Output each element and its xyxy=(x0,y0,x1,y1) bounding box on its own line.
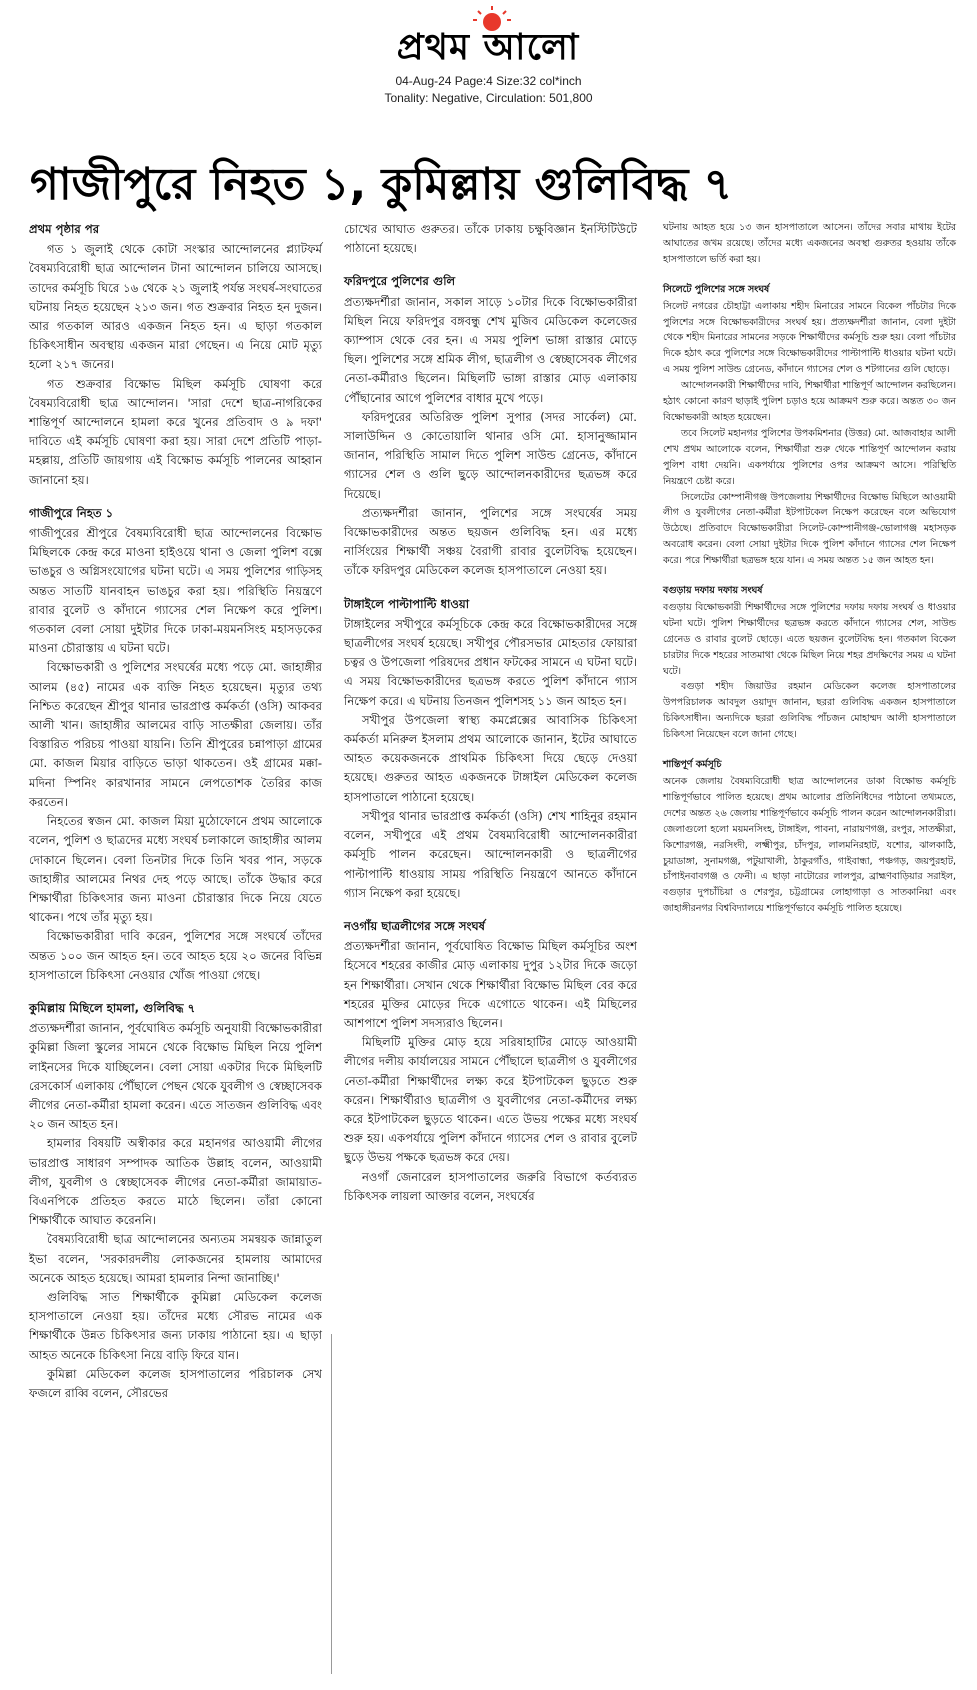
article-section-sylhet xyxy=(663,282,956,569)
paragraph: বিক্ষোভকারী ও পুলিশের সংঘর্ষের মধ্যে পড়ে মো. জাহাঙ্গীর আলম (৪৫) নামের এক ব্যক্তি নিহত হয়েছেন। মৃত্যুর তথ্য নিশ্চিত করেছেন শ্রীপুর থানার ভারপ্রাপ্ত কর্মকর্তা (ওসি) আকবর আলী খান। জাহাঙ্গীর আলমের বাড়ি সাতক্ষীরা জেলায়। তাঁর বিস্তারিত পরিচয় পাওয়া যায়নি। তিনি শ্রীপুরের চন্নাপাড়া গ্রামের মো. কাজল মিয়ার বাড়িতে ভাড়া থাকতেন। ওই গ্রামের মক্কা-মদিনা স্পিনিং কারখানার সামনে লেপতোশক তৈরির কাজ করতেন। xyxy=(29,660,322,809)
article-section-gazipur xyxy=(29,504,322,985)
logo-wordmark: প্রথম আলো xyxy=(396,26,580,68)
section-heading: গাজীপুরে নিহত ১ xyxy=(29,505,114,520)
column-divider xyxy=(331,1334,332,1674)
section-heading: নওগাঁয় ছাত্রলীগের সঙ্গে সংঘর্ষ xyxy=(344,918,486,933)
clipping-meta-tonality: Tonality: Negative, Circulation: 501,800 xyxy=(384,91,593,105)
section-heading: ফরিদপুরে পুলিশের গুলি xyxy=(344,274,456,289)
paragraph: প্রত্যক্ষদর্শীরা জানান, পূর্বঘোষিত কর্মসূচি অনুযায়ী বিক্ষোভকারীরা কুমিল্লা জিলা স্কুলের সামনে থেকে বিক্ষোভ মিছিল নিয়ে পুলিশ লাইনসের দিকে যাচ্ছিলেন। বেলা সোয়া একটার দিকে মিছিলটি রেসকোর্স এলাকায় পৌঁছালে পেছন থেকে যুবলীগ ও স্বেচ্ছাসেবক লীগের নেতা-কর্মীরা হামলা করেন। এতে সাতজন গুলিবিদ্ধ এবং ২০ জন আহত হন। xyxy=(29,1021,322,1132)
paragraph: আন্দোলনকারী শিক্ষার্থীদের দাবি, শিক্ষার্থীরা শান্তিপূর্ণ আন্দোলন করছিলেন। হঠাৎ কোনো কারণ ছাড়াই পুলিশ চড়াও হয়ে আক্রমণ শুরু করে। অন্তত ৩০ জন বিক্ষোভকারী আহত হয়েছেন। xyxy=(663,380,956,423)
article-section-peaceful xyxy=(663,757,956,917)
article-section-naogaon xyxy=(344,917,637,1206)
article-headline: গাজীপুরে নিহত ১, কুমিল্লায় গুলিবিদ্ধ ৭ xyxy=(30,159,733,210)
paragraph: প্রত্যক্ষদর্শীরা জানান, পুলিশের সঙ্গে সংঘর্ষের সময় বিক্ষোভকারীদের অন্তত ছয়জন গুলিবিদ্ধ হন। এর মধ্যে নার্সিংয়ের শিক্ষার্থী সঞ্চয় বৈরাগী রাবার বুলেটবিদ্ধ হয়েছেন। তাঁকে ফরিদপুর মেডিকেল কলেজ হাসপাতালে নেওয়া হয়। xyxy=(344,505,637,578)
paragraph: হামলার বিষয়টি অস্বীকার করে মহানগর আওয়ামী লীগের ভারপ্রাপ্ত সাধারণ সম্পাদক আতিক উল্লাহ বলেন, আওয়ামী লীগ, যুবলীগ ও স্বেচ্ছাসেবক লীগের নেতা-কর্মীরা জামায়াত-বিএনপিকে প্রতিহত করতে মাঠে ছিলেন। তাঁরা কোনো শিক্ষার্থীকে আঘাত করেননি। xyxy=(29,1136,322,1228)
paragraph: গাজীপুরের শ্রীপুরে বৈষম্যবিরোধী ছাত্র আন্দোলনের বিক্ষোভ মিছিলকে কেন্দ্র করে মাওনা হাইওয়ে থানা ও জেলা পুলিশ বক্সে ভাঙচুর ও অগ্নিসংযোগের ঘটনা ঘটে। এ সময় পুলিশের গাড়িসহ অন্তত সাতটি যানবাহন ভাঙচুর করা হয়। পরিস্থিতি নিয়ন্ত্রণে রাবার বুলেট ও কাঁদানে গ্যাসের শেল নিক্ষেপ করে পুলিশ। গতকাল বেলা সোয়া দুইটার দিকে ঢাকা-ময়মনসিংহ মহাসড়কের মাওনা চৌরাস্তায় এ ঘটনা ঘটে। xyxy=(29,526,322,656)
paragraph: বগুড়ায় বিক্ষোভকারী শিক্ষার্থীদের সঙ্গে পুলিশের দফায় দফায় সংঘর্ষ ও ধাওয়ার ঘটনা ঘটে। পুলিশ শিক্ষার্থীদের ছত্রভঙ্গ করতে কাঁদানে গ্যাসের শেল, সাউন্ড গ্রেনেড ও রাবার বুলেট ছোড়ে। এতে ছয়জন বুলেটবিদ্ধ হন। গতকাল বিকেল চারটার দিকে শহরের সাতমাথা থেকে মিছিল নিয়ে শহর প্রদক্ষিণের সময় এ ঘটনা ঘটে। xyxy=(663,601,956,677)
paragraph: গত ১ জুলাই থেকে কোটা সংস্কার আন্দোলনের প্ল্যাটফর্ম বৈষম্যবিরোধী ছাত্র আন্দোলন টানা আন্দোলন চালিয়ে আসছে। তাদের কর্মসূচি ঘিরে ১৬ থেকে ২১ জুলাই পর্যন্ত সংঘর্ষ-সংঘাতের ঘটনায় নিহত হয়েছেন ২১৩ জন। গত শুক্রবার নিহত হন দুজন। আর গতকাল আরও একজন নিহত হন। এ ছাড়া গতকাল চিকিৎসাধীন অবস্থায় একজন মারা গেছেন। এ নিয়ে মোট মৃত্যু হলো ২১৭ জনের। xyxy=(29,242,322,372)
kicker: প্রথম পৃষ্ঠার পর xyxy=(29,222,100,236)
paragraph: প্রত্যক্ষদর্শীরা জানান, সকাল সাড়ে ১০টার দিকে বিক্ষোভকারীরা মিছিল নিয়ে ফরিদপুর বঙ্গবন্ধু শেখ মুজিব মেডিকেল কলেজের ক্যাম্পাস থেকে বের হন। এ সময় পুলিশ ভাঙ্গা রাস্তার মোড়ে ছিল। পুলিশের সঙ্গে শ্রমিক লীগ, ছাত্রলীগ ও স্বেচ্ছাসেবক লীগের নেতা-কর্মীরাও ছিলেন। মিছিলটি ভাঙ্গা রাস্তার মোড় এলাকায় পৌঁছানোর আগে পুলিশের বাধার মুখে পড়ে। xyxy=(344,294,637,405)
clipping-meta-date: 04-Aug-24 Page:4 Size:32 col*inch xyxy=(395,74,582,88)
paragraph: ফরিদপুরের অতিরিক্ত পুলিশ সুপার (সদর সার্কেল) মো. সালাউদ্দিন ও কোতোয়ালি থানার ওসি মো. হাসানুজ্জামান জানান, পরিস্থিতি সামাল দিতে পুলিশ সাউন্ড গ্রেনেড, কাঁদানে গ্যাসের শেল ও গুলি ছুড়ে আন্দোলনকারীদের ছত্রভঙ্গ করে দিয়েছে। xyxy=(344,409,637,501)
section-heading: কুমিল্লায় মিছিলে হামলা, গুলিবিদ্ধ ৭ xyxy=(29,1000,196,1015)
paragraph: চোখের আঘাত গুরুতর। তাঁকে ঢাকায় চক্ষুবিজ্ঞান ইনস্টিটিউটে পাঠানো হয়েছে। xyxy=(344,222,637,256)
article-section-cumilla xyxy=(29,999,322,1403)
paragraph: সখীপুর থানার ভারপ্রাপ্ত কর্মকর্তা (ওসি) শেখ শাহিনুর রহমান বলেন, সখীপুরে এই প্রথম বৈষম্যবিরোধী আন্দোলনকারীরা কর্মসূচি পালন করেছেন। আন্দোলনকারী ও ছাত্রলীগের পাল্টাপাল্টি ধাওয়ায় সাময় পরিস্থিতি নিয়ন্ত্রণে আনতে কাঁদানে গ্যাস নিক্ষেপ করা হয়েছে। xyxy=(344,808,637,900)
section-heading: সিলেটে পুলিশের সঙ্গে সংঘর্ষ xyxy=(663,283,770,295)
paragraph: প্রত্যক্ষদর্শীরা জানান, পূর্বঘোষিত বিক্ষোভ মিছিল কর্মসূচির অংশ হিসেবে শহরের কাজীর মোড় এলাকায় দুপুর ১২টার দিকে জড়ো হন শিক্ষার্থীরা। সেখান থেকে শিক্ষার্থীরা বিক্ষোভ মিছিল বের করে শহরের মুক্তির মোড়ের দিকে এগোতে থাকেন। এই মিছিলের আশপাশে পুলিশ সদস্যরাও ছিলেন। xyxy=(344,939,637,1030)
newspaper-logo xyxy=(352,6,624,68)
article-column-3 xyxy=(663,220,956,920)
article-section-bogura xyxy=(663,583,956,743)
paragraph: কুমিল্লা মেডিকেল কলেজ হাসপাতালের পরিচালক সেখ ফজলে রাব্বি বলেন, সৌরভের xyxy=(29,1366,322,1400)
section-heading: টাঙ্গাইলে পাল্টাপাল্টি ধাওয়া xyxy=(344,596,470,611)
paragraph: তবে সিলেট মহানগর পুলিশের উপকমিশনার (উত্তর) মো. আজবাহার আলী শেখ প্রথম আলোকে বলেন, শিক্ষার্থীরা শুরু থেকে শান্তিপূর্ণ আন্দোলন করায় পুলিশ বাধা দেয়নি। একপর্যায়ে পুলিশের ওপর আক্রমণ আসে। পরিস্থিতি নিয়ন্ত্রণে চেষ্টা করে। xyxy=(663,427,956,487)
masthead xyxy=(0,0,977,110)
paragraph: সিলেটের কোম্পানীগঞ্জ উপজেলায় শিক্ষার্থীদের বিক্ষোভ মিছিলে আওয়ামী লীগ ও যুবলীগের নেতা-কর্মীরা ইটপাটকেল নিক্ষেপ করেছেন বলে অভিযোগ উঠেছে। প্রতিবাদে বিক্ষোভকারীরা সিলেট-কোম্পানীগঞ্জ-ভোলাগঞ্জ মহাসড়ক অবরোধ করেন। বেলা সোয়া দুইটার দিকে পুলিশ কাঁদানে গ্যাসের শেল নিক্ষেপ করে। পরে শিক্ষার্থীরা ছত্রভঙ্গ হয়ে যান। এ সময় অন্তত ১৫ জন আহত হন। xyxy=(663,491,956,567)
article-section-faridpur xyxy=(344,272,637,580)
article-section-continued xyxy=(663,220,956,268)
paragraph: গুলিবিদ্ধ সাত শিক্ষার্থীকে কুমিল্লা মেডিকেল কলেজ হাসপাতালে নেওয়া হয়। তাঁদের মধ্যে সৌরভ নামের এক শিক্ষার্থীকে উন্নত চিকিৎসার জন্য ঢাকায় পাঠানো হয়। এ ছাড়া আহত অনেকে চিকিৎসা নিয়ে বাড়ি ফিরে যান। xyxy=(29,1289,322,1362)
paragraph: বগুড়া শহীদ জিয়াউর রহমান মেডিকেল কলেজ হাসপাতালের উপপরিচালক আবদুল ওয়াদুদ জানান, ছররা গুলিবিদ্ধ একজন হাসপাতালে চিকিৎসাধীন। অন্যদিকে ছররা গুলিবিদ্ধ পাঁচজন মোহাম্মদ আলী হাসপাতালে চিকিৎসা নিয়েছেন বলে জানা গেছে। xyxy=(663,681,956,741)
paragraph: সখীপুর উপজেলা স্বাস্থ্য কমপ্লেক্সের আবাসিক চিকিৎসা কর্মকর্তা মনিরুল ইসলাম প্রথম আলোকে জানান, ইটের আঘাতে আহত কয়েকজনকে প্রাথমিক চিকিৎসা দিয়ে ছেড়ে দেওয়া হয়েছে। গুরুতর আহত একজনকে টাঙ্গাইল মেডিকেল কলেজ হাসপাতালে পাঠানো হয়েছে। xyxy=(344,712,637,804)
paragraph: টাঙ্গাইলের সখীপুরে কর্মসূচিকে কেন্দ্র করে বিক্ষোভকারীদের সঙ্গে ছাত্রলীগের সংঘর্ষ হয়েছে। সখীপুর পৌরসভার মোহতার ফোয়ারা চত্বর ও উপজেলা পরিষদের প্রধান ফটকের সামনে এ ঘটনা ঘটে। এ সময় বিক্ষোভকারীদের ছত্রভঙ্গ করতে পুলিশ কাঁদানে গ্যাস নিক্ষেপ করে। এ ঘটনায় তিনজন পুলিশসহ ১১ জন আহত হন। xyxy=(344,616,637,708)
paragraph: মিছিলটি মুক্তির মোড় হয়ে সরিষাহাটির মোড়ে আওয়ামী লীগের দলীয় কার্যালয়ের সামনে পৌঁছালে ছাত্রলীগ ও যুবলীগের নেতা-কর্মীরা শিক্ষার্থীদের লক্ষ্য করে ইটপাটকেল ছুড়তে শুরু করেন। শিক্ষার্থীরাও ছাত্রলীগ ও যুবলীগের নেতা-কর্মীদের লক্ষ্য করে ইটপাটকেল ছুড়তে থাকেন। এতে উভয় পক্ষের মধ্যে সংঘর্ষ শুরু হয়। একপর্যায়ে পুলিশ কাঁদানে গ্যাসের শেল ও রাবার বুলেট ছুড়ে উভয় পক্ষকে ছত্রভঙ্গ করে দেয়। xyxy=(344,1035,637,1165)
article-section-continued xyxy=(344,220,637,258)
article-section-intro xyxy=(29,220,322,490)
article-column-1 xyxy=(29,220,322,1680)
paragraph: ঘটনায় আহত হয়ে ১৩ জন হাসপাতালে আসেন। তাঁদের সবার মাথায় ইটের আঘাতের জখম রয়েছে। তাঁদের মধ্যে একজনের অবস্থা গুরুতর হওয়ায় তাঁকে হাসপাতালে ভর্তি করা হয়। xyxy=(663,222,956,265)
section-heading: বগুড়ায় দফায় দফায় সংঘর্ষ xyxy=(663,585,763,597)
paragraph: বিক্ষোভকারীরা দাবি করেন, পুলিশের সঙ্গে সংঘর্ষে তাঁদের অন্তত ১০০ জন আহত হন। তবে আহত হয়ে ২০ জনের বিভিন্ন হাসপাতালে চিকিৎসা নেওয়ার খোঁজ পাওয়া গেছে। xyxy=(29,929,322,982)
article-column-2 xyxy=(344,220,637,1320)
paragraph: বৈষম্যবিরোধী ছাত্র আন্দোলনের অন্যতম সমন্বয়ক জান্নাতুল ইভা বলেন, 'সরকারদলীয় লোকজনের হামলায় আমাদের অনেকে আহত হয়েছে। আমরা হামলার নিন্দা জানাচ্ছি।' xyxy=(29,1232,322,1285)
paragraph: অনেক জেলায় বৈষম্যবিরোধী ছাত্র আন্দোলনের ডাকা বিক্ষোভ কর্মসূচি শান্তিপূর্ণভাবে পালিত হয়েছে। প্রথম আলোর প্রতিনিধিদের পাঠানো তথ্যমতে, দেশের অন্তত ২৬ জেলায় শান্তিপূর্ণভাবে কর্মসূচি পালন করেন আন্দোলনকারীরা। জেলাগুলো হলো ময়মনসিংহ, টাঙ্গাইল, পাবনা, নারায়ণগঞ্জ, রংপুর, সাতক্ষীরা, কিশোরগঞ্জ, নরসিংদী, লক্ষ্মীপুর, চাঁদপুর, লালমনিরহাট, যশোর, ঝালকাঠি, চুয়াডাঙ্গা, সুনামগঞ্জ, পটুয়াখালী, ঠাকুরগাঁও, গাইবান্ধা, পঞ্চগড়, জয়পুরহাট, চাঁপাইনবাবগঞ্জ ও ফেনী। এ ছাড়া নাটোরের লালপুর, ব্রাহ্মণবাড়িয়ার সরাইল, বগুড়ার দুপচাঁচিয়া ও শেরপুর, চট্টগ্রামের লোহাগাড়া ও সাতকানিয়া এবং জাহাঙ্গীরনগর বিশ্ববিদ্যালয়ে শান্তিপূর্ণভাবে কর্মসূচি পালিত হয়েছে। xyxy=(663,776,956,915)
section-heading: শান্তিপূর্ণ কর্মসূচি xyxy=(663,759,722,771)
paragraph: সিলেট নগরের চৌহাট্টা এলাকায় শহীদ মিনারের সামনে বিকেল পাঁচটার দিকে পুলিশের সঙ্গে বিক্ষোভকারীদের সংঘর্ষ হয়। প্রত্যক্ষদর্শীরা জানান, বেলা দুইটা থেকে শহীদ মিনারের সামনের সড়কে শিক্ষার্থীদের কর্মসূচি শুরু হয়। বেলা পাঁচটার দিকে হঠাৎ করে পুলিশের সঙ্গে বিক্ষোভকারীদের পাল্টাপাল্টি ধাওয়ার ঘটনা ঘটে। এ সময় পুলিশ সাউন্ড গ্রেনেড, কাঁদানে গ্যাসের শেল ও শটগানের গুলি ছোড়ে। xyxy=(663,300,956,376)
paragraph: গত শুক্রবার বিক্ষোভ মিছিল কর্মসূচি ঘোষণা করে বৈষম্যবিরোধী ছাত্র আন্দোলন। 'সারা দেশে ছাত্র-নাগরিকের শান্তিপূর্ণ আন্দোলনে হামলা করে খুনের প্রতিবাদ ও ৯ দফা' দাবিতে এই কর্মসূচি ঘোষণা করা হয়। সারা দেশে প্রতিটি পাড়া-মহল্লায়, প্রতিটি জায়গায় এই বিক্ষোভ কর্মসূচি পালনের আহ্বান জানানো হয়। xyxy=(29,376,322,487)
paragraph: নওগাঁ জেনারেল হাসপাতালের জরুরি বিভাগে কর্তব্যরত চিকিৎসক লায়লা আক্তার বলেন, সংঘর্ষের xyxy=(344,1169,637,1203)
paragraph: নিহতের স্বজন মো. কাজল মিয়া মুঠোফোনে প্রথম আলোকে বলেন, পুলিশ ও ছাত্রদের মধ্যে সংঘর্ষ চলাকালে জাহাঙ্গীর আলম দোকানে ছিলেন। বেলা তিনটার দিকে তিনি খবর পান, সড়কে জাহাঙ্গীর আলমের নিথর দেহ পড়ে আছে। তাঁকে উদ্ধার করে শিক্ষার্থীরা চিকিৎসার জন্য মাওনা চৌরাস্তার দিকে নিয়ে যেতে থাকেন। পথে তাঁর মৃত্যু হয়। xyxy=(29,814,322,925)
article-section-tangail xyxy=(344,595,637,903)
